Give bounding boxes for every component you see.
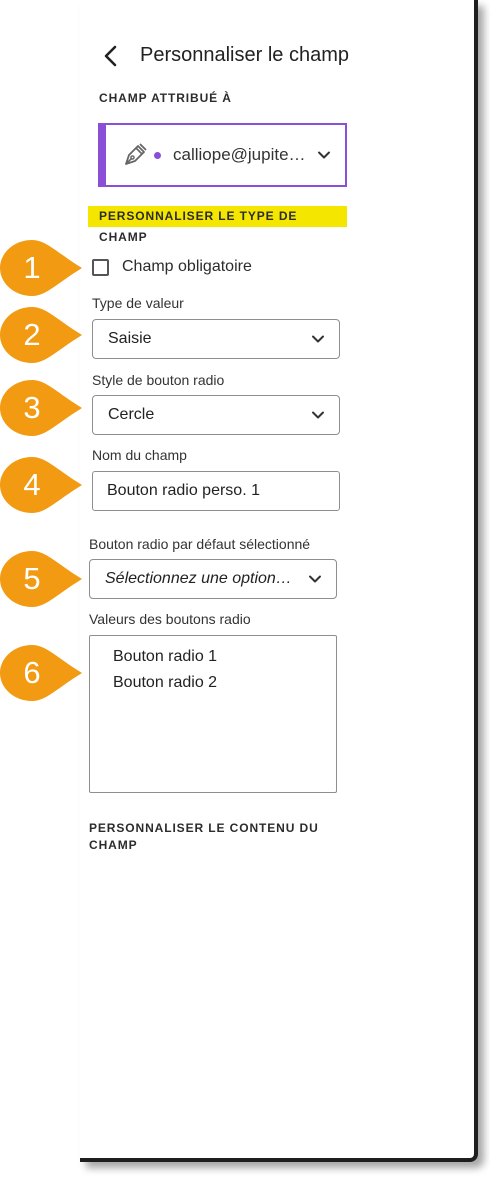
default-radio-placeholder: Sélectionnez une option… [105,570,292,587]
assigned-section-label: CHAMP ATTRIBUÉ À [99,91,232,105]
radio-style-value: Cercle [108,406,155,423]
assignee-email: calliope@jupite… [173,145,306,164]
callout-marker: 4 [0,457,84,513]
callout-marker: 2 [0,307,84,363]
radio-values-label: Valeurs des boutons radio [89,611,251,627]
chevron-down-icon [311,408,325,422]
required-checkbox[interactable] [92,259,109,276]
radio-value-line: Bouton radio 2 [113,674,218,691]
field-name-input[interactable]: Bouton radio perso. 1 [92,471,340,511]
field-name-label: Nom du champ [92,447,187,463]
chevron-down-icon [317,148,331,162]
content-section-label: PERSONNALISER LE CONTENU DU CHAMP [89,821,319,852]
chevron-down-icon [308,572,322,586]
back-button[interactable] [98,42,124,70]
assignee-color-dot [154,152,161,159]
callout-marker: 1 [0,240,84,296]
value-type-select[interactable] [92,319,340,359]
assignee-dropdown[interactable] [98,123,347,187]
required-checkbox-row[interactable] [92,258,252,276]
default-radio-label: Bouton radio par défaut sélectionné [89,536,311,552]
radio-values-textarea[interactable] [89,635,337,793]
value-type-value: Saisie [108,330,152,347]
callout-marker: 5 [0,551,84,607]
radio-style-select[interactable] [92,395,340,435]
callout-marker: 3 [0,380,84,436]
field-type-section-label: PERSONNALISER LE TYPE DE CHAMP [88,206,347,227]
value-type-label: Type de valeur [92,295,184,311]
chevron-left-icon [98,42,124,70]
default-radio-select[interactable] [89,559,337,599]
pen-signature-icon [120,140,150,170]
callout-marker: 6 [0,645,84,701]
radio-style-label: Style de bouton radio [92,372,225,388]
chevron-down-icon [311,332,325,346]
radio-value-line: Bouton radio 1 [113,648,218,665]
required-checkbox-label: Champ obligatoire [122,258,252,275]
page-title: Personnaliser le champ [140,44,349,66]
